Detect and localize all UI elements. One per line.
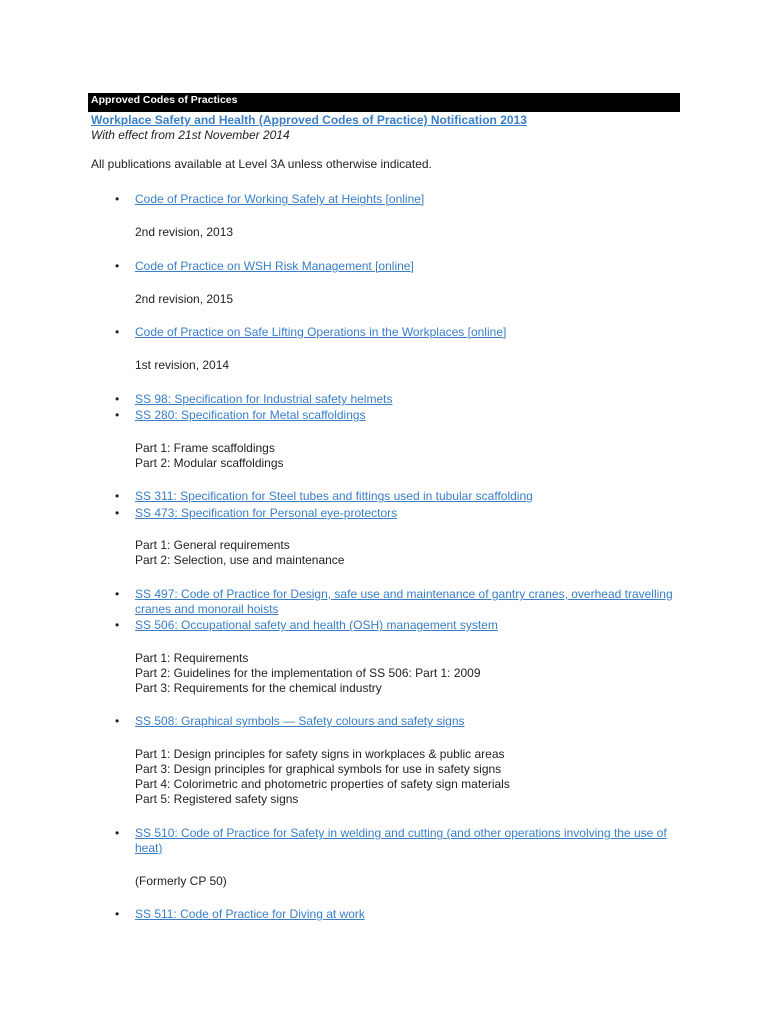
note-line: Part 3: Design principles for graphical symbols for use in safety signs bbox=[135, 762, 502, 776]
publication-title[interactable]: SS 280: Specification for Metal scaffoldings bbox=[135, 408, 366, 422]
bullet: • bbox=[115, 506, 120, 520]
section-header bbox=[88, 93, 680, 112]
publication-link[interactable] bbox=[115, 618, 685, 633]
publication-link[interactable] bbox=[115, 489, 685, 504]
publication-link[interactable] bbox=[115, 325, 685, 340]
note-line: 2nd revision, 2015 bbox=[135, 292, 234, 306]
publication-note bbox=[135, 651, 685, 696]
publication-note bbox=[135, 292, 685, 307]
note-line: Part 1: Design principles for safety signs in workplaces & public areas bbox=[135, 747, 505, 761]
publication-title[interactable]: Code of Practice on Safe Lifting Operations in the Workplaces [online] bbox=[135, 325, 507, 339]
publication-note bbox=[135, 874, 685, 889]
publication-link[interactable] bbox=[115, 506, 685, 521]
section-header-title: Approved Codes of Practices bbox=[91, 94, 238, 106]
note-line: (Formerly CP 50) bbox=[135, 874, 227, 888]
publication-title[interactable]: SS 497: Code of Practice for Design, safe use and maintenance of gantry cranes, overhead travelling cranes and monorail hoists bbox=[135, 587, 673, 616]
publication-note bbox=[135, 538, 685, 568]
publication-link[interactable] bbox=[115, 392, 685, 407]
publication-link[interactable] bbox=[115, 192, 685, 207]
effect-date: With effect from 21st November 2014 bbox=[91, 128, 290, 142]
note-line: 2nd revision, 2013 bbox=[135, 225, 234, 239]
bullet: • bbox=[115, 259, 120, 273]
publication-title[interactable]: SS 506: Occupational safety and health (OSH) management system bbox=[135, 618, 498, 632]
note-line: Part 1: Frame scaffoldings bbox=[135, 441, 275, 455]
publication-title[interactable]: SS 311: Specification for Steel tubes and fittings used in tubular scaffolding bbox=[135, 489, 533, 503]
bullet: • bbox=[115, 714, 120, 728]
publication-title[interactable]: SS 98: Specification for Industrial safety helmets bbox=[135, 392, 393, 406]
note-line: Part 2: Selection, use and maintenance bbox=[135, 553, 345, 567]
publication-title[interactable]: SS 511: Code of Practice for Diving at work bbox=[135, 907, 365, 921]
publication-link[interactable] bbox=[115, 408, 685, 423]
publication-link[interactable] bbox=[115, 826, 685, 856]
bullet: • bbox=[115, 587, 120, 601]
bullet: • bbox=[115, 408, 120, 422]
publication-note bbox=[135, 441, 685, 471]
note-line: Part 2: Modular scaffoldings bbox=[135, 456, 284, 470]
publication-link[interactable] bbox=[115, 907, 685, 922]
note-line: Part 1: Requirements bbox=[135, 651, 249, 665]
note-line: Part 1: General requirements bbox=[135, 538, 290, 552]
bullet: • bbox=[115, 325, 120, 339]
publication-title[interactable]: SS 510: Code of Practice for Safety in welding and cutting (and other operations involving the use of heat) bbox=[135, 826, 667, 855]
publication-note bbox=[135, 747, 685, 807]
notification-link[interactable]: Workplace Safety and Health (Approved Codes of Practice) Notification 2013 bbox=[91, 113, 527, 127]
bullet: • bbox=[115, 826, 120, 840]
intro-text: All publications available at Level 3A unless otherwise indicated. bbox=[91, 157, 432, 171]
publication-note bbox=[135, 225, 685, 240]
bullet: • bbox=[115, 192, 120, 206]
note-line: Part 2: Guidelines for the implementation of SS 506: Part 1: 2009 bbox=[135, 666, 481, 680]
bullet: • bbox=[115, 392, 120, 406]
publication-note bbox=[135, 358, 685, 373]
publication-link[interactable] bbox=[115, 714, 685, 729]
publication-title[interactable]: SS 508: Graphical symbols — Safety colours and safety signs bbox=[135, 714, 465, 728]
publication-title[interactable]: SS 473: Specification for Personal eye-protectors bbox=[135, 506, 398, 520]
publication-link[interactable] bbox=[115, 587, 685, 617]
note-line: Part 5: Registered safety signs bbox=[135, 792, 299, 806]
note-line: Part 4: Colorimetric and photometric properties of safety sign materials bbox=[135, 777, 510, 791]
bullet: • bbox=[115, 907, 120, 921]
publication-title[interactable]: Code of Practice for Working Safely at Heights [online] bbox=[135, 192, 425, 206]
bullet: • bbox=[115, 618, 120, 632]
publication-title[interactable]: Code of Practice on WSH Risk Management [online] bbox=[135, 259, 414, 273]
note-line: Part 3: Requirements for the chemical industry bbox=[135, 681, 382, 695]
publication-link[interactable] bbox=[115, 259, 685, 274]
note-line: 1st revision, 2014 bbox=[135, 358, 230, 372]
bullet: • bbox=[115, 489, 120, 503]
